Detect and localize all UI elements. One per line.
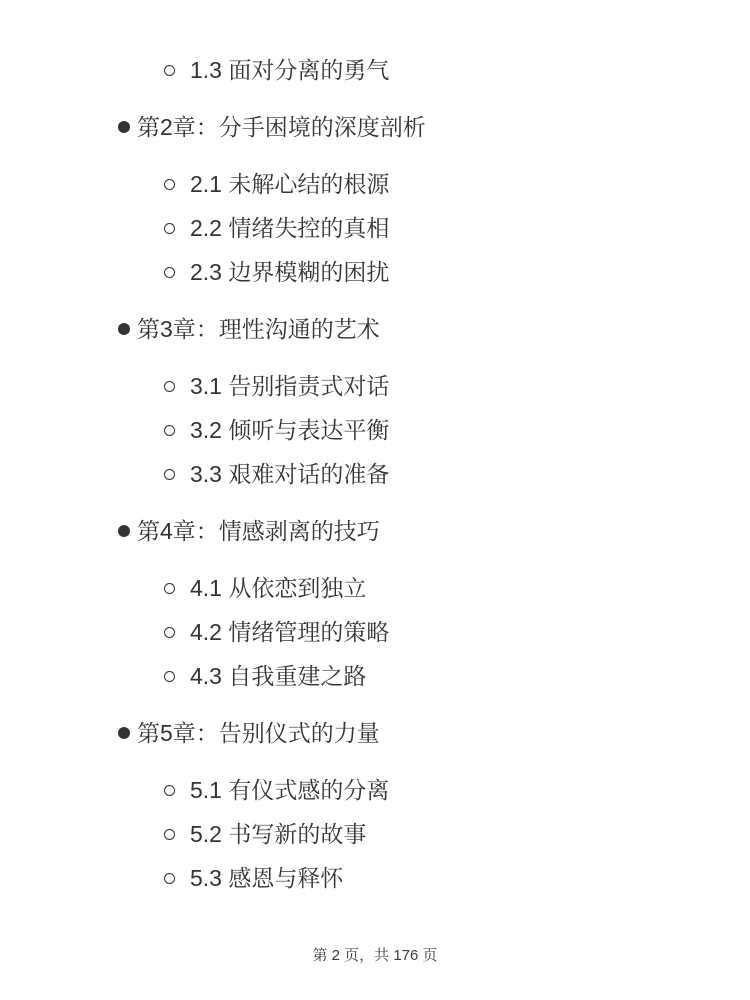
toc-section-label: 5.3 感恩与释怀: [190, 865, 344, 891]
toc-section-item: [0, 617, 750, 647]
circle-bullet-icon: [164, 583, 175, 594]
toc-section-label: 4.2 情绪管理的策略: [190, 619, 390, 645]
toc-chapter-label: 第5章：告别仪式的力量: [137, 720, 380, 746]
toc-section-item: [0, 459, 750, 489]
toc-section-item: [0, 371, 750, 401]
toc-section-label: 3.3 艰难对话的准备: [190, 461, 390, 487]
toc-section-label: 1.3 面对分离的勇气: [190, 57, 390, 83]
toc-section-item: [0, 863, 750, 893]
toc-section-item: [0, 819, 750, 849]
toc-section-item: [0, 55, 750, 85]
circle-bullet-icon: [164, 671, 175, 682]
circle-bullet-icon: [164, 627, 175, 638]
toc-section-label: 2.3 边界模糊的困扰: [190, 259, 390, 285]
toc-section-label: 3.1 告别指责式对话: [190, 373, 390, 399]
toc-section-label: 2.2 情绪失控的真相: [190, 215, 390, 241]
disc-bullet-icon: [118, 121, 130, 133]
toc-chapter-item: [0, 314, 750, 344]
circle-bullet-icon: [164, 829, 175, 840]
circle-bullet-icon: [164, 381, 175, 392]
toc-section-label: 5.1 有仪式感的分离: [190, 777, 390, 803]
toc-chapter-item: [0, 718, 750, 748]
disc-bullet-icon: [118, 323, 130, 335]
toc-section-label: 3.2 倾听与表达平衡: [190, 417, 390, 443]
toc-section-label: 4.1 从依恋到独立: [190, 575, 367, 601]
toc-section-item: [0, 213, 750, 243]
toc-section-item: [0, 415, 750, 445]
toc-section-label: 4.3 自我重建之路: [190, 663, 367, 689]
page-number-indicator: 第 2 页，共 176 页: [312, 947, 438, 964]
toc-chapter-label: 第2章：分手困境的深度剖析: [137, 114, 426, 140]
circle-bullet-icon: [164, 785, 175, 796]
toc-chapter-item: [0, 112, 750, 142]
toc-chapter-item: [0, 516, 750, 546]
toc-section-label: 5.2 书写新的故事: [190, 821, 367, 847]
toc-section-label: 2.1 未解心结的根源: [190, 171, 390, 197]
circle-bullet-icon: [164, 179, 175, 190]
circle-bullet-icon: [164, 65, 175, 76]
disc-bullet-icon: [118, 525, 130, 537]
disc-bullet-icon: [118, 727, 130, 739]
toc-chapter-label: 第3章：理性沟通的艺术: [137, 316, 380, 342]
toc-section-item: [0, 775, 750, 805]
circle-bullet-icon: [164, 469, 175, 480]
circle-bullet-icon: [164, 425, 175, 436]
toc-section-item: [0, 257, 750, 287]
toc-section-item: [0, 661, 750, 691]
circle-bullet-icon: [164, 267, 175, 278]
circle-bullet-icon: [164, 873, 175, 884]
circle-bullet-icon: [164, 223, 175, 234]
toc-chapter-label: 第4章：情感剥离的技巧: [137, 518, 380, 544]
toc-section-item: [0, 169, 750, 199]
toc-section-item: [0, 573, 750, 603]
